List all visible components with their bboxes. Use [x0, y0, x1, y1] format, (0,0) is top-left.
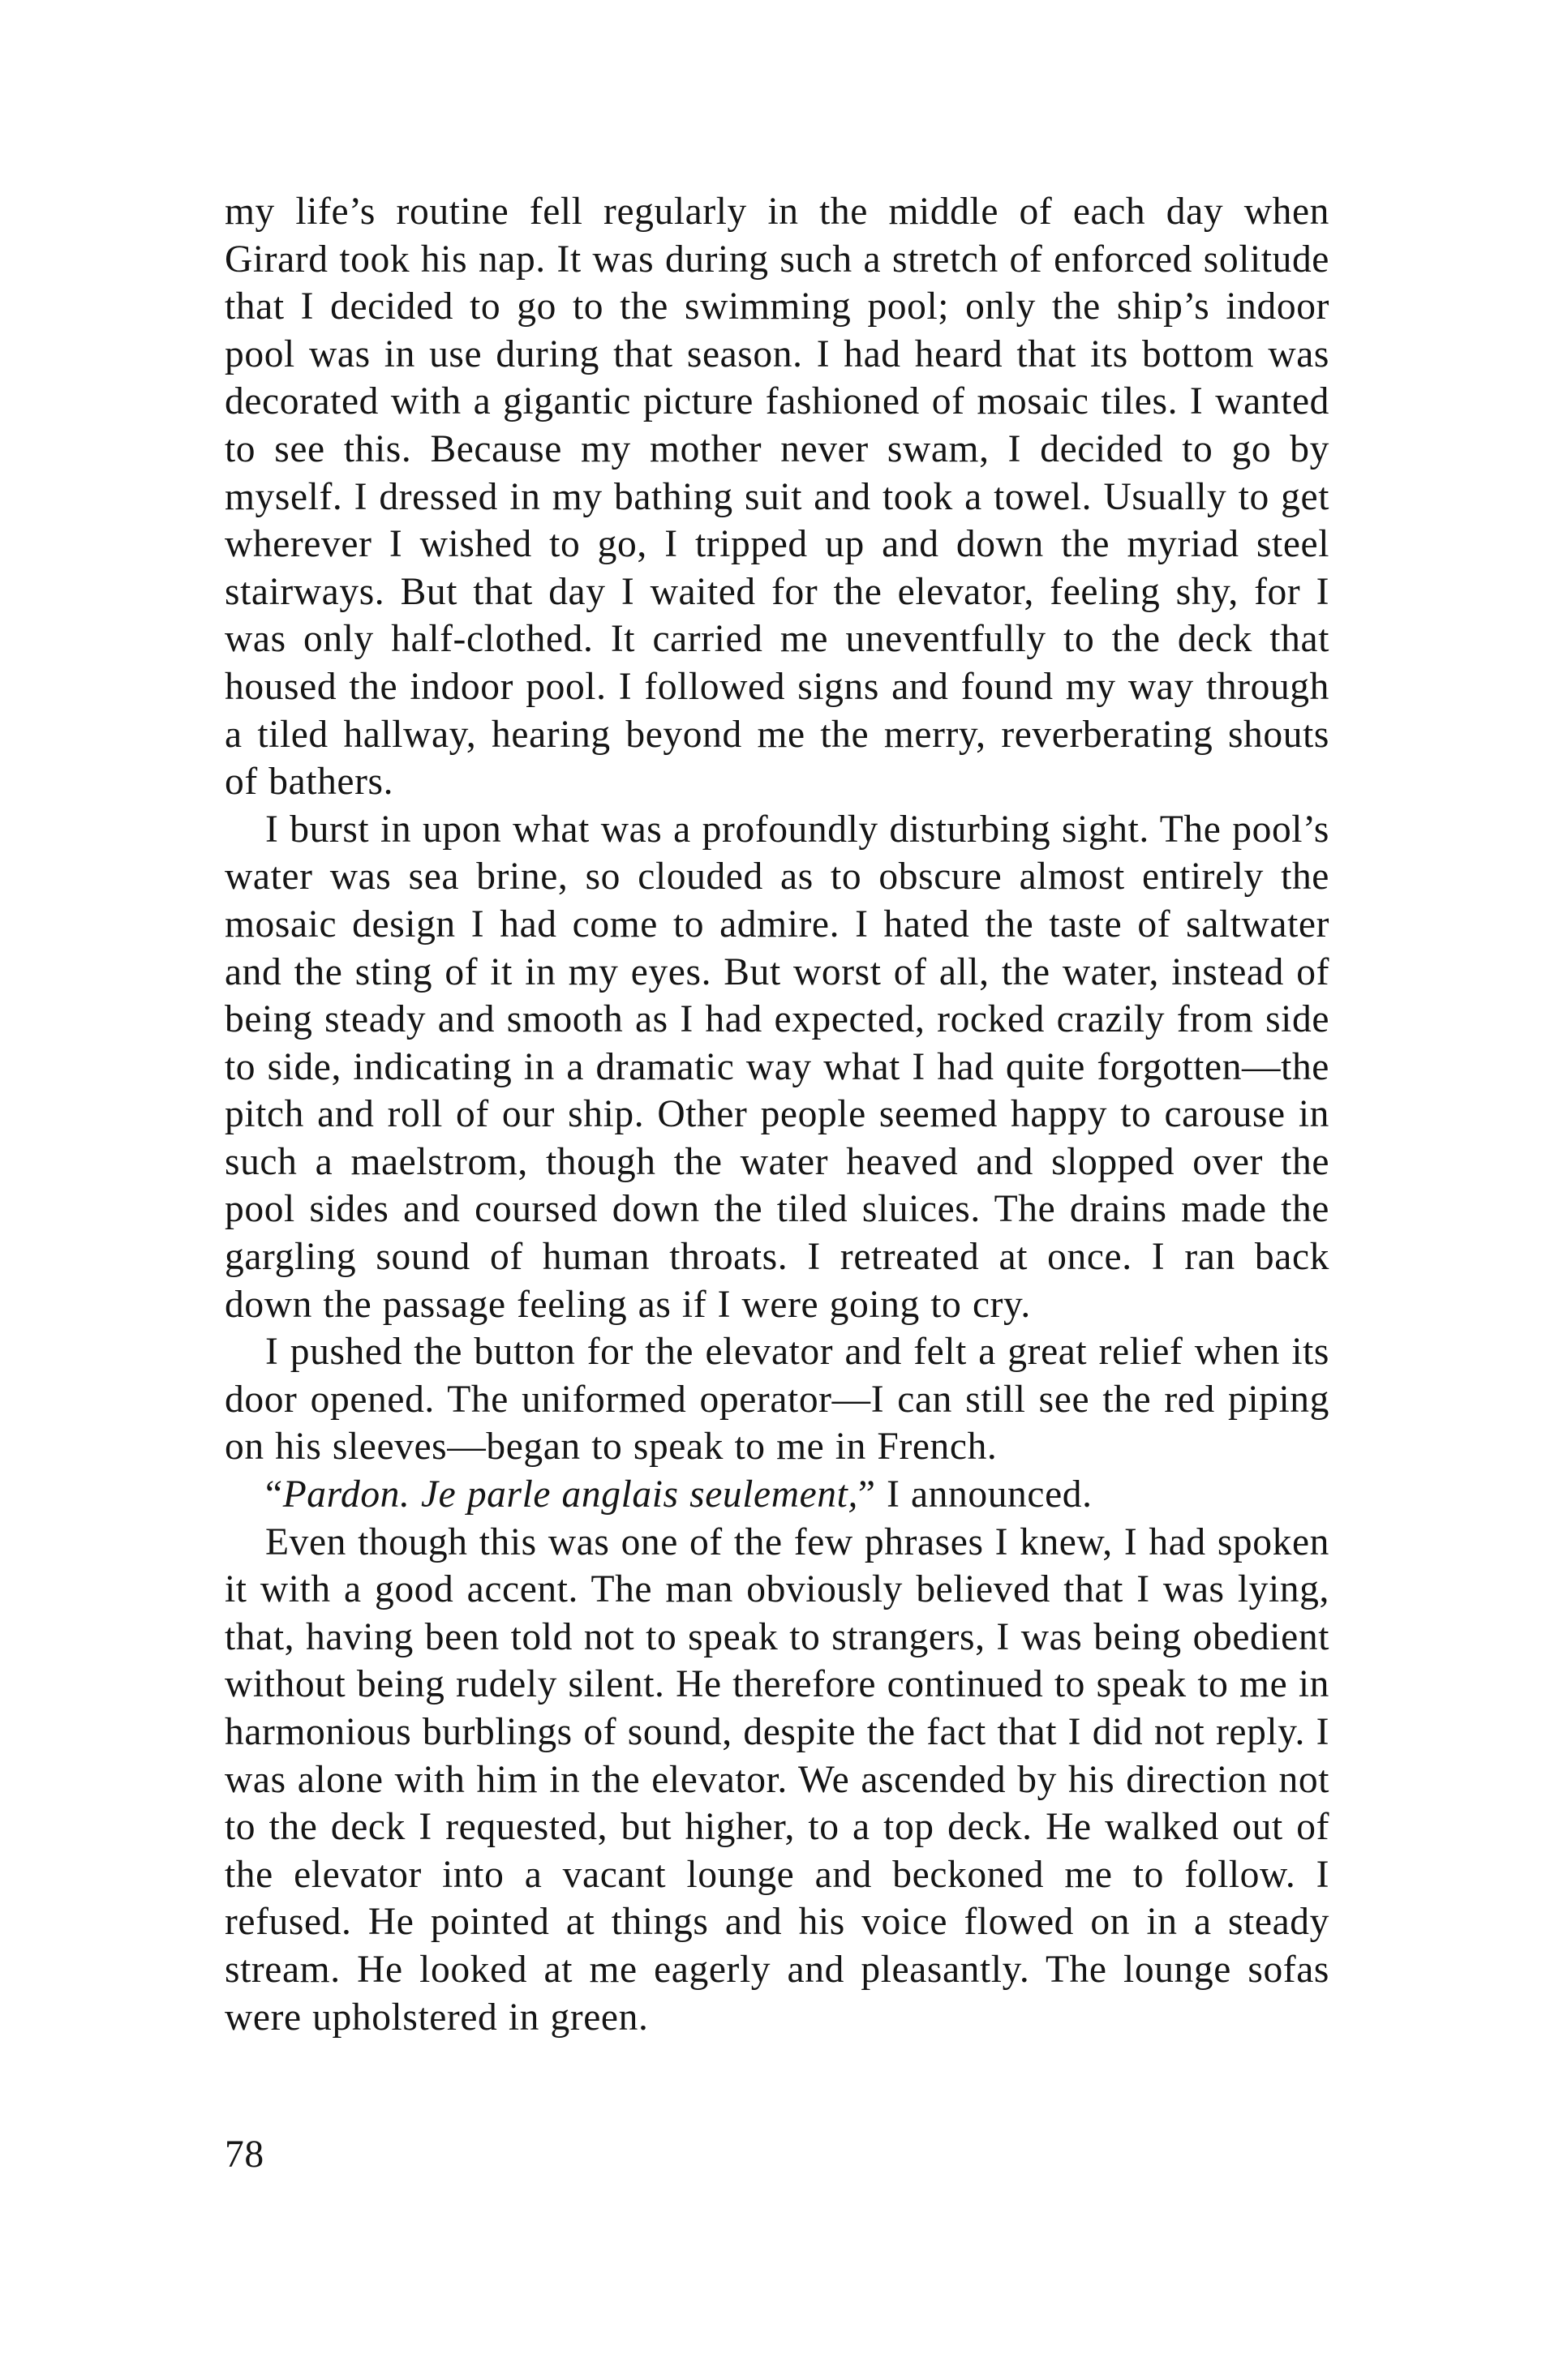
paragraph-4-tail: ” I announced.	[857, 1473, 1093, 1516]
paragraph-2-text: I burst in upon what was a profoundly disturbing sight. The pool’s water was sea brine, so clouded as to obscure almost entirely the mosaic design I had come to admire. I hated the taste of saltwater and the sting of it in my eyes. But worst of all, the water, instead of being steady and smooth as I had expected, rocked crazily from side to side, indicating in a dramatic way what I had quite forgotten—the pitch and roll of our ship. Other people seemed happy to carouse in such a maelstrom, though the water heaved and slopped over the pool sides and coursed down the tiled sluices. The drains made the gargling sound of human throats. I retreated at once. I ran back down the passage feeling as if I were going to cry.	[225, 808, 1329, 1326]
paragraph-1-text: my life’s routine fell regularly in the middle of each day when Girard took his nap. It was during such a stretch of enforced solitude that I decided to go to the swimming pool; only the ship’s indoor pool was in use during that season. I had heard that its bottom was decorated with a gigantic picture fashioned of mosaic tiles. I wanted to see this. Because my mother never swam, I decided to go by myself. I dressed in my bathing suit and took a towel. Usually to get wherever I wished to go, I tripped up and down the myriad steel stairways. But that day I waited for the elevator, feeling shy, for I was only half-clothed. It carried me uneventfully to the deck that housed the indoor pool. I followed signs and found my way through a tiled hallway, hearing beyond me the merry, reverberating shouts of bathers.	[225, 191, 1329, 804]
page-number: 78	[225, 2133, 264, 2176]
body-text	[225, 188, 1329, 2041]
paragraph-5	[225, 1519, 1329, 2042]
french-phrase: Pardon. Je parle anglais seulement,	[282, 1473, 858, 1516]
paragraph-4	[225, 1471, 1329, 1519]
open-quote: “	[265, 1473, 283, 1516]
paragraph-2	[225, 806, 1329, 1329]
paragraph-5-text: Even though this was one of the few phrases I knew, I had spoken it with a good accent. The man obviously believed that I was lying, that, having been told not to speak to strangers, I was being obedient without being rudely silent. He therefore continued to speak to me in harmonious burblings of sound, despite the fact that I did not reply. I was alone with him in the elevator. We ascended by his direction not to the deck I requested, but higher, to a top deck. He walked out of the elevator into a vacant lounge and beckoned me to follow. I refused. He pointed at things and his voice flowed on in a steady stream. He looked at me eagerly and pleasantly. The lounge sofas were upholstered in green.	[225, 1520, 1329, 2039]
paragraph-3-text: I pushed the button for the elevator and felt a great relief when its door opened. The uniformed operator—I can still see the red piping on his sleeves—began to speak to me in French.	[225, 1331, 1329, 1469]
paragraph-3	[225, 1328, 1329, 1471]
paragraph-1	[225, 188, 1329, 806]
